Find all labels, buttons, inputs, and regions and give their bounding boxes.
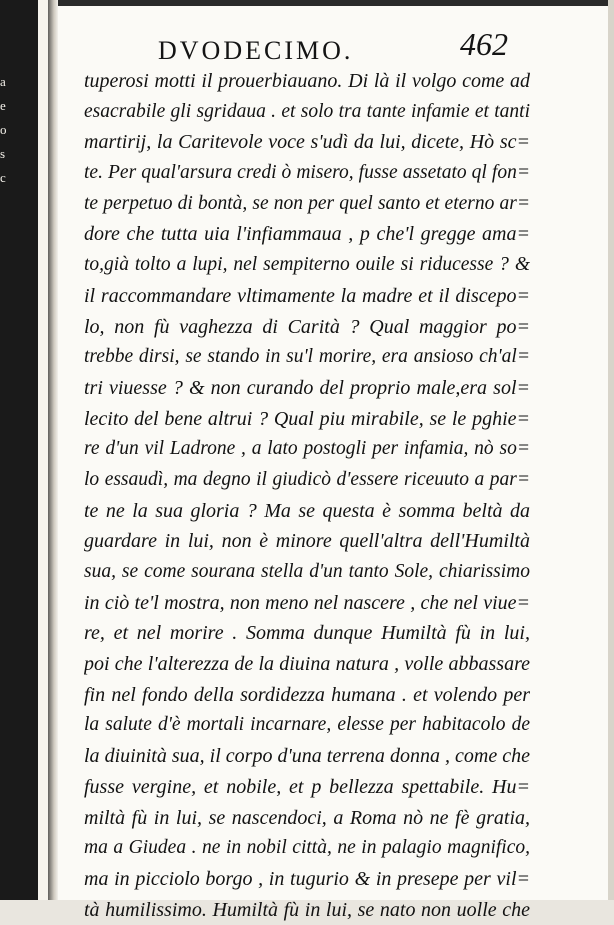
page-right-edge [608,0,614,900]
facing-page-edge [38,0,48,900]
text-line: tà humilissimo. Humiltà fù in lui, se nato non uolle che [84,898,530,921]
facing-page-fragments [0,70,14,190]
text-line: in ciò te'l mostra, non meno nel nascere , che nel viue= [84,591,530,614]
text-line: lecito del bene altrui ? Qual piu mirabile, se le pghie= [84,407,530,430]
text-line: la salute d'è mortali incarnare, elesse per habitacolo de [84,714,530,736]
margin-mark: a [0,74,6,89]
text-line: miltà fù in lui, se nascendoci, a Roma nò ne fè gratia, [84,806,530,829]
text-line: re, et nel morire . Somma dunque Humiltà fù in lui, [84,622,530,645]
margin-mark: s [0,146,6,161]
margin-mark: c [0,170,6,185]
text-line: dore che tutta uia l'infiammaua , p che'l gregge ama= [84,223,530,246]
scan-top-edge [0,0,614,6]
text-line: lo, non fù vaghezza di Carità ? Qual maggior po= [84,315,530,338]
text-line: fin nel fondo della sordidezza humana . et volendo per [84,683,530,706]
page-number: 462 [460,26,508,62]
text-line: to,già tolto a lupi, nel sempiterno ouile si riducesse ? & [84,254,530,276]
margin-mark: o [0,122,7,137]
text-line: sua, se come sourana stella d'un tanto Sole, chiarissimo [84,561,530,582]
text-line: poi che l'alterezza de la diuina natura , volle abbassare [84,653,530,676]
running-head: DVODECIMO. [158,36,354,65]
text-line: trebbe dirsi, se stando in su'l morire, era ansioso ch'al= [84,346,530,368]
text-line: te. Per qual'arsura credi ò misero, fusse assetato ql fon= [84,162,530,184]
margin-mark: e [0,98,6,113]
text-line: guardare in lui, non è minore quell'altra dell'Humiltà [84,530,530,553]
text-line: lo essaudì, ma degno il giudicò d'essere riceuuto a par= [84,468,530,490]
text-line: ma in picciolo borgo , in tugurio & in presepe per vil= [84,867,530,890]
text-line: il raccommandare vltimamente la madre et il discepo= [84,284,530,307]
text-line: te ne la sua gloria ? Ma se questa è somma beltà da [84,499,530,522]
text-line: ma a Giudea . ne in nobil città, ne in palagio magnifico, [84,837,530,859]
text-line: martirij, la Caritevole voce s'udì da lui, dicete, Hò sc= [84,131,530,154]
text-line: te perpetuo di bontà, se non per quel santo et eterno ar= [84,192,530,214]
text-line: esacrabile gli sgridaua . et solo tra tante infamie et tanti [84,100,530,122]
body-text [84,66,530,925]
text-line: re d'un vil Ladrone , a lato postogli per infamia, nò so= [84,438,530,460]
text-line: fusse vergine, et nobile, et p bellezza spettabile. Hu= [84,775,530,798]
text-line: tuperosi motti il prouerbiauano. Di là il volgo come ad [84,70,530,92]
text-line: la diuinità sua, il corpo d'una terrena donna , come che [84,745,530,768]
text-line: tri viuesse ? & non curando del proprio male,era sol= [84,376,530,399]
